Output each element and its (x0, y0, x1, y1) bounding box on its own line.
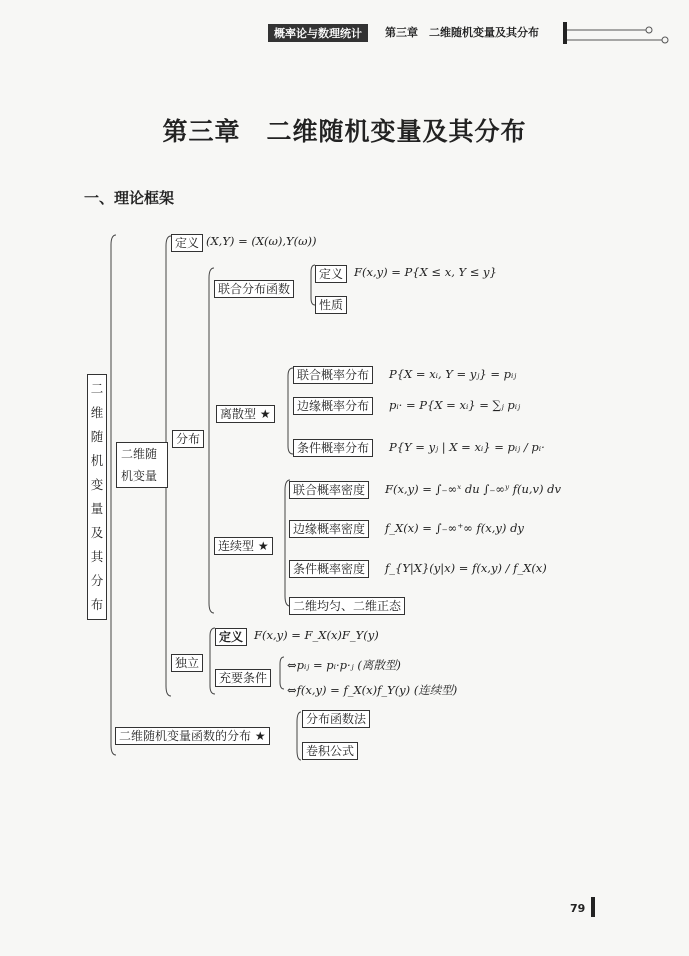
iff-box: 充要条件 (215, 669, 271, 687)
cdf-method-box: 分布函数法 (302, 710, 370, 728)
continuous-joint-formula: F(x,y) = ∫₋∞ˣ du ∫₋∞ʸ f(u,v) dv (385, 482, 562, 496)
function-dist-box: 二维随机变量函数的分布 ★ (115, 727, 270, 745)
header-book-title: 概率论与数理统计 (268, 24, 368, 42)
rv-box: 二维随机变量 (116, 442, 168, 488)
page-title: 第三章 二维随机变量及其分布 (162, 117, 527, 146)
header-chapter: 第三章 二维随机变量及其分布 (385, 26, 539, 39)
discrete-conditional-box: 条件概率分布 (293, 439, 373, 457)
discrete-joint-box: 联合概率分布 (293, 366, 373, 384)
definition-formula: (X,Y) = (X(ω),Y(ω)) (206, 234, 317, 248)
continuous-marginal-box: 边缘概率密度 (289, 520, 369, 538)
property-box: 性质 (315, 296, 347, 314)
discrete-marginal-box: 边缘概率分布 (293, 397, 373, 415)
joint-cdf-box: 联合分布函数 (214, 280, 294, 298)
independence-def-box: 定义 (215, 628, 247, 646)
section-heading: 一、理论框架 (84, 189, 175, 207)
iff-discrete: ⇔pᵢⱼ = pᵢ·p·ⱼ (离散型) (287, 658, 401, 672)
continuous-marginal-formula: f_X(x) = ∫₋∞⁺∞ f(x,y) dy (385, 521, 524, 535)
continuous-joint-box: 联合概率密度 (289, 481, 369, 499)
continuous-special-box: 二维均匀、二维正态 (289, 597, 405, 615)
continuous-conditional-box: 条件概率密度 (289, 560, 369, 578)
independence-box: 独立 (171, 654, 203, 672)
continuous-box: 连续型 ★ (214, 537, 273, 555)
distribution-box: 分布 (172, 430, 204, 448)
joint-cdf-def-box: 定义 (315, 265, 347, 283)
definition-box: 定义 (171, 234, 203, 252)
joint-cdf-formula: F(x,y) = P{X ≤ x, Y ≤ y} (354, 265, 497, 279)
root-box: 二维随机变量及其分布 (87, 374, 107, 620)
page-number: 79 (570, 902, 586, 915)
continuous-conditional-formula: f_{Y|X}(y|x) = f(x,y) / f_X(x) (385, 561, 547, 575)
discrete-conditional-formula: P{Y = yⱼ | X = xᵢ} = pᵢⱼ / pᵢ· (389, 440, 545, 454)
convolution-box: 卷积公式 (302, 742, 358, 760)
independence-def-formula: F(x,y) = F_X(x)F_Y(y) (254, 628, 379, 642)
discrete-joint-formula: P{X = xᵢ, Y = yⱼ} = pᵢⱼ (389, 367, 517, 381)
discrete-box: 离散型 ★ (216, 405, 275, 423)
iff-continuous: ⇔f(x,y) = f_X(x)f_Y(y) (连续型) (287, 683, 458, 697)
discrete-marginal-formula: pᵢ· = P{X = xᵢ} = ∑ⱼ pᵢⱼ (389, 398, 521, 412)
